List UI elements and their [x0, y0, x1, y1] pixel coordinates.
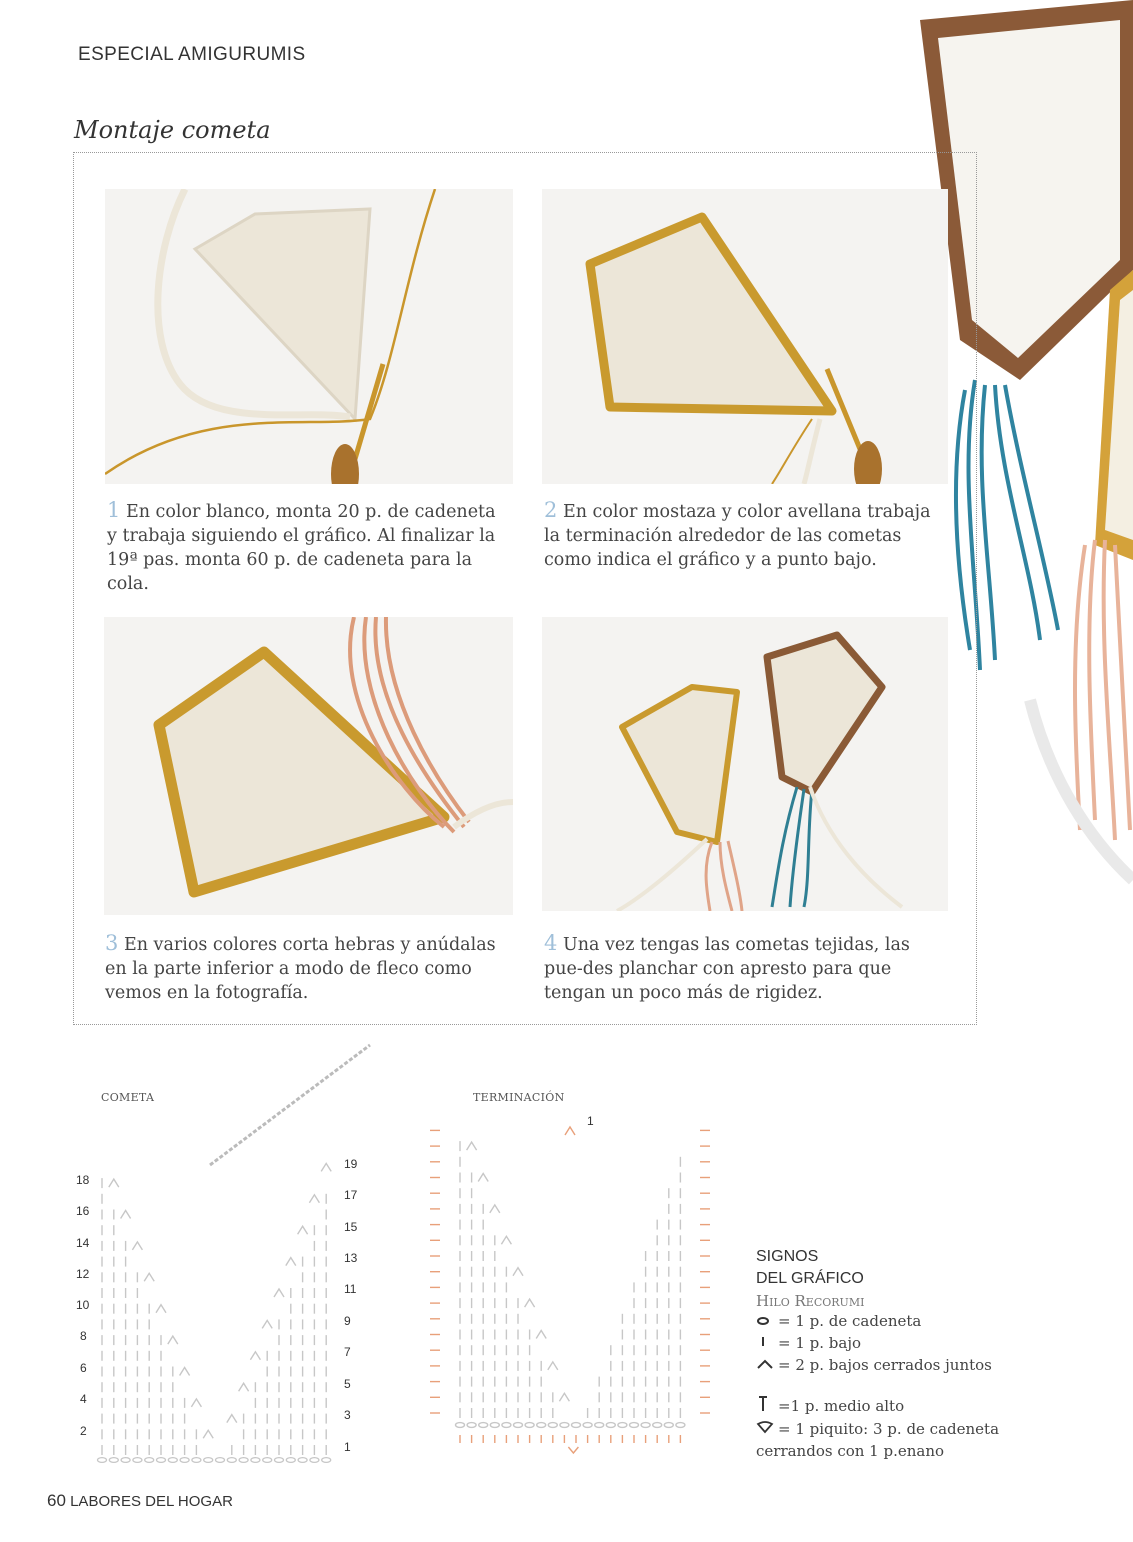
step-1-photo: [105, 189, 513, 484]
chart-symbol: [298, 1458, 307, 1463]
chart-symbol: [275, 1458, 284, 1463]
chart-symbol: [180, 1368, 190, 1376]
chart-symbol: [203, 1430, 213, 1438]
chart-symbol: [479, 1423, 488, 1428]
chart-symbol: [456, 1423, 465, 1428]
step-number: 4: [544, 931, 558, 955]
chart-symbol: [156, 1305, 166, 1313]
row-number: 18: [76, 1173, 90, 1187]
chart-symbol: [568, 1447, 578, 1453]
chart-symbol: [227, 1458, 236, 1463]
chart-symbol: [321, 1163, 331, 1171]
page-title: Montaje cometa: [74, 116, 271, 144]
row-number: 3: [344, 1408, 351, 1422]
step-2-photo: [542, 189, 948, 484]
chart-symbol: [525, 1299, 535, 1307]
chart-symbol: [490, 1205, 500, 1213]
legend-item-text: =1 p. medio alto: [778, 1397, 905, 1415]
legend-item-continuation: cerrandos con 1 p.enano: [756, 1442, 945, 1460]
legend-item: [756, 1394, 999, 1418]
legend-title: SIGNOS: [756, 1248, 819, 1265]
row-number: 1: [587, 1114, 594, 1128]
magazine-name: LABORES DEL HOGAR: [70, 1493, 233, 1510]
chart-symbol: [132, 1242, 142, 1250]
chart-symbol: [653, 1423, 662, 1428]
chart-symbol: [109, 1179, 119, 1187]
chart-symbol: [676, 1423, 685, 1428]
page-number: 60: [47, 1491, 66, 1510]
chart-symbol: [309, 1195, 319, 1203]
chart-symbol: [251, 1458, 260, 1463]
chart-symbol: [157, 1458, 166, 1463]
step-description: En color mostaza y color avellana trabaja la terminación alrededor de las cometas como indica el gráfico y a punto bajo.: [544, 502, 931, 570]
picot-icon: [756, 1418, 778, 1440]
chart-symbol: [548, 1423, 557, 1428]
chart-symbol: [502, 1423, 511, 1428]
chart-symbol: [168, 1336, 178, 1344]
chart-symbol: [109, 1458, 118, 1463]
cometa-chart: [60, 1040, 420, 1470]
chart-symbol: [606, 1423, 615, 1428]
chart-symbol: [145, 1458, 154, 1463]
chart-symbol: [501, 1236, 511, 1244]
legend-item-text: = 1 p. bajo: [778, 1334, 862, 1352]
row-number: 17: [344, 1188, 358, 1202]
chart-symbol: [560, 1423, 569, 1428]
chart-symbol: [298, 1226, 308, 1234]
page-footer: [47, 1491, 233, 1511]
row-number: 12: [76, 1267, 90, 1281]
chart-symbol: [537, 1423, 546, 1428]
row-number: 19: [344, 1157, 358, 1171]
chart-symbol: [239, 1383, 249, 1391]
chart-symbol: [565, 1127, 575, 1135]
step-description: Una vez tengas las cometas tejidas, las pue-des planchar con apresto para que tengan un poco más de rigidez.: [544, 935, 910, 1003]
chart-symbol: [274, 1289, 284, 1297]
row-number: 16: [76, 1204, 90, 1218]
single-crochet-icon: [756, 1332, 778, 1354]
legend-item-text: = 1 piquito: 3 p. de cadeneta: [778, 1420, 1000, 1438]
step-number: 1: [107, 498, 121, 522]
legend-item-text: = 2 p. bajos cerrados juntos: [778, 1356, 992, 1374]
chart-legend: [756, 1246, 999, 1462]
row-number: 15: [344, 1220, 358, 1234]
chart-symbol: [168, 1458, 177, 1463]
step-3-text: [105, 931, 509, 1005]
step-4-text: [544, 931, 950, 1005]
half-double-icon: [756, 1394, 778, 1418]
row-number: 9: [344, 1314, 351, 1328]
legend-item: [756, 1354, 999, 1376]
legend-item: [756, 1332, 999, 1354]
step-3-photo: [104, 617, 513, 915]
chart-symbol: [478, 1174, 488, 1182]
chart-symbol: [133, 1458, 142, 1463]
chart-symbol: [536, 1331, 546, 1339]
step-number: 3: [105, 931, 119, 955]
terminacion-chart-label: TERMINACIÓN: [473, 1091, 565, 1104]
step-description: En color blanco, monta 20 p. de cadeneta y trabaja siguiendo el gráfico. Al finalizar la 19ª pas. monta 60 p. de cadeneta para la cola.: [107, 502, 496, 594]
legend-item: [756, 1310, 999, 1332]
chart-symbol: [227, 1415, 237, 1423]
chart-symbol: [121, 1458, 130, 1463]
chart-symbol: [630, 1423, 639, 1428]
step-description: En varios colores corta hebras y anúdalas en la parte inferior a modo de fleco como vemos en la fotografía.: [105, 935, 496, 1003]
chart-symbol: [514, 1423, 523, 1428]
legend-title: DEL GRÁFICO: [756, 1270, 864, 1287]
row-number: 1: [344, 1440, 351, 1454]
legend-subtitle: Hilo Recorumi: [756, 1292, 865, 1310]
chart-symbol: [286, 1458, 295, 1463]
cometa-chart-label: COMETA: [101, 1091, 155, 1104]
row-number: 6: [80, 1361, 87, 1375]
decrease-icon: [756, 1354, 778, 1376]
chart-symbol: [322, 1458, 331, 1463]
row-number: 8: [80, 1329, 87, 1343]
chart-symbol: [572, 1423, 581, 1428]
chart-symbol: [180, 1458, 189, 1463]
chain-oval-icon: [756, 1310, 778, 1332]
chart-symbol: [310, 1458, 319, 1463]
row-number: 14: [76, 1236, 90, 1250]
chart-symbol: [121, 1211, 131, 1219]
row-number: 2: [80, 1424, 87, 1438]
chart-symbol: [525, 1423, 534, 1428]
chart-symbol: [144, 1273, 154, 1281]
chart-symbol: [250, 1352, 260, 1360]
row-number: 7: [344, 1345, 351, 1359]
chart-symbol: [191, 1399, 201, 1407]
row-number: 11: [344, 1282, 357, 1296]
chart-symbol: [467, 1423, 476, 1428]
chart-symbol: [583, 1423, 592, 1428]
row-number: 5: [344, 1377, 351, 1391]
chart-symbol: [513, 1268, 523, 1276]
chart-symbol: [467, 1142, 477, 1150]
section-header: ESPECIAL AMIGURUMIS: [78, 44, 306, 65]
legend-item-text: = 1 p. de cadeneta: [778, 1312, 922, 1330]
chart-symbol: [204, 1458, 213, 1463]
row-number: 13: [344, 1251, 358, 1265]
chart-symbol: [263, 1458, 272, 1463]
chart-symbol: [490, 1423, 499, 1428]
step-number: 2: [544, 498, 558, 522]
chart-symbol: [641, 1423, 650, 1428]
legend-item: [756, 1418, 999, 1440]
chart-symbol: [559, 1393, 569, 1401]
step-2-text: [544, 498, 946, 572]
step-4-photo: [542, 617, 948, 911]
chart-symbol: [664, 1423, 673, 1428]
step-1-text: [107, 498, 509, 596]
chart-symbol: [618, 1423, 627, 1428]
chart-symbol: [262, 1320, 272, 1328]
chart-symbol: [286, 1258, 296, 1266]
chart-symbol: [98, 1458, 107, 1463]
chart-symbol: [548, 1362, 558, 1370]
chart-symbol: [595, 1423, 604, 1428]
chart-symbol: [192, 1458, 201, 1463]
terminacion-chart: [420, 1105, 720, 1465]
row-number: 10: [76, 1298, 90, 1312]
chart-symbol: [239, 1458, 248, 1463]
row-number: 4: [80, 1392, 87, 1406]
chart-symbol: [216, 1458, 225, 1463]
